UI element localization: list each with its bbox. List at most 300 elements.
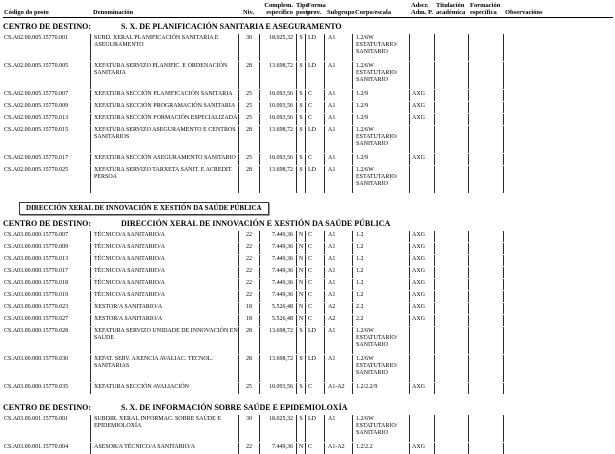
denomination-cell: XEFATURA SECCIÓN FORMACIÓN ESPECIALIZADA: [90, 114, 238, 125]
subgroup-cell: A1: [324, 255, 352, 266]
level-cell: 28: [238, 62, 259, 89]
specific-training-cell: [468, 255, 503, 266]
level-cell: 18: [238, 303, 259, 314]
academic-title-cell: [434, 62, 468, 89]
admin-adscription-cell: [409, 166, 434, 193]
position-code-cell: CS.A03.00.001.15770.004: [4, 444, 69, 450]
specific-training-cell: [468, 355, 503, 382]
level-cell: 28: [238, 327, 259, 354]
sections-container: [3, 22, 613, 454]
provision-form-cell: C: [305, 102, 324, 113]
level-cell: 25: [238, 383, 259, 394]
centro-destino-title: DIRECCIÓN XERAL DE INNOVACIÓN E XESTIÓN DA SAÚDE PÚBLICA: [121, 219, 391, 228]
academic-title-cell: [434, 291, 468, 302]
denomination-cell: SUBD. XERAL PLANIFICACIÓN SANITARIA E ASEGURAMENTO: [90, 34, 238, 61]
specific-complement-cell: 18.025,32: [259, 34, 296, 61]
section-rows: [3, 33, 613, 193]
centro-destino-section: [3, 403, 613, 454]
academic-title-cell: [434, 267, 468, 278]
division-banner: DIRECCIÓN XERAL DE INNOVACIÓN E XESTIÓN DA SAÚDE PÚBLICA: [19, 202, 269, 215]
academic-title-cell: [434, 383, 468, 394]
subgroup-cell: A1-A2: [324, 443, 352, 454]
subgroup-cell: A1: [324, 291, 352, 302]
level-cell: 30: [238, 34, 259, 61]
specific-training-cell: [468, 279, 503, 290]
centro-destino-section: [3, 219, 613, 394]
table-row: [3, 165, 613, 193]
denomination-cell: XEFAT. SERV. AXENCIA AVALIAC. TECNOL. SANITARIAS: [90, 355, 238, 382]
observations-cell: [503, 443, 613, 454]
position-code-cell: CS.A02.00.005.15770.015: [4, 127, 69, 133]
provision-form-cell: LD: [305, 166, 324, 193]
observations-cell: [503, 315, 613, 326]
position-code-cell: CS.A02.00.005.15770.007: [4, 91, 69, 97]
specific-complement-cell: 7.449,36: [259, 267, 296, 278]
specific-training-cell: [468, 303, 503, 314]
admin-adscription-cell: AXG: [409, 154, 434, 165]
denomination-cell: XEFATURA SECCIÓN AVALIACIÓN: [90, 383, 238, 394]
academic-title-cell: [434, 102, 468, 113]
observations-cell: [503, 291, 613, 302]
specific-complement-cell: 13.698,72: [259, 355, 296, 382]
corps-scale-cell: 2.2: [352, 315, 409, 326]
col-header-codigo: Código do posto: [4, 9, 49, 16]
col-header-formacion: Formación específica: [470, 2, 501, 16]
subgroup-cell: A1: [324, 415, 352, 442]
centro-destino-title: S. X. DE INFORMACIÓN SOBRE SAÚDE E EPIDEMIOLOXÍA: [121, 403, 348, 412]
table-row: [3, 101, 613, 113]
admin-adscription-cell: [409, 62, 434, 89]
post-type-cell: S: [296, 62, 305, 89]
denomination-cell: XEFATURA SECCIÓN ASEGURAMENTO SANITARIO: [90, 154, 238, 165]
table-row: [3, 242, 613, 254]
post-type-cell: S: [296, 166, 305, 193]
corps-scale-cell: 1.2/2.2: [352, 443, 409, 454]
level-cell: 25: [238, 90, 259, 101]
post-type-cell: N: [296, 243, 305, 254]
specific-complement-cell: 7.449,36: [259, 255, 296, 266]
col-header-adscricion: Adscr. Adm. P.: [411, 2, 433, 16]
observations-cell: [503, 102, 613, 113]
corps-scale-cell: 1.2: [352, 267, 409, 278]
provision-form-cell: C: [305, 383, 324, 394]
admin-adscription-cell: [409, 327, 434, 354]
table-row: [3, 414, 613, 442]
academic-title-cell: [434, 279, 468, 290]
provision-form-cell: C: [305, 315, 324, 326]
table-row: [3, 125, 613, 153]
col-header-subgrupo: Subgrupo: [327, 9, 355, 16]
specific-training-cell: [468, 166, 503, 193]
centro-destino-label: CENTRO DE DESTINO:: [3, 403, 92, 412]
academic-title-cell: [434, 154, 468, 165]
post-type-cell: N: [296, 291, 305, 302]
provision-form-cell: C: [305, 255, 324, 266]
corps-scale-cell: 1.2: [352, 291, 409, 302]
observations-cell: [503, 154, 613, 165]
specific-training-cell: [468, 243, 503, 254]
specific-training-cell: [468, 90, 503, 101]
denomination-cell: XEFATURA SECCIÓN PROGRAMACIÓN SANITARIA: [90, 102, 238, 113]
specific-training-cell: [468, 231, 503, 242]
table-row: [3, 326, 613, 354]
post-type-cell: N: [296, 255, 305, 266]
position-code-cell: CS.A03.00.000.15770.018: [4, 280, 69, 286]
admin-adscription-cell: AXG: [409, 443, 434, 454]
post-type-cell: S: [296, 154, 305, 165]
specific-complement-cell: 10.093,56: [259, 114, 296, 125]
corps-scale-cell: 1.2/6W ESTATUTARIO/ SANITARIO: [352, 355, 409, 382]
level-cell: 28: [238, 355, 259, 382]
level-cell: 25: [238, 154, 259, 165]
col-header-observacions: Observacións: [505, 9, 543, 16]
denomination-cell: SUBDIR. XERAL INFORMAC. SOBRE SAÚDE E EPIDEMIOLOXÍA: [90, 415, 238, 442]
observations-cell: [503, 62, 613, 89]
specific-complement-cell: 10.093,56: [259, 90, 296, 101]
col-header-tipo-posto: Tipo posto: [296, 2, 311, 16]
post-type-cell: N: [296, 279, 305, 290]
position-code-cell: CS.A03.00.000.15770.027: [4, 316, 69, 322]
corps-scale-cell: 1.2/6W ESTATUTARIO/ SANITARIO: [352, 166, 409, 193]
level-cell: 22: [238, 279, 259, 290]
level-cell: 22: [238, 291, 259, 302]
post-type-cell: S: [296, 102, 305, 113]
post-type-cell: N: [296, 303, 305, 314]
position-code-cell: CS.A03.00.000.15770.013: [4, 256, 69, 262]
admin-adscription-cell: [409, 34, 434, 61]
specific-training-cell: [468, 126, 503, 153]
position-code-cell: CS.A02.00.005.15770.001: [4, 35, 69, 41]
admin-adscription-cell: AXG: [409, 114, 434, 125]
denomination-cell: XESTOR/A SANITARIO/A: [90, 315, 238, 326]
denomination-cell: ASESOR/A TÉCNICO/A SANITARIO/A: [90, 443, 238, 454]
academic-title-cell: [434, 126, 468, 153]
provision-form-cell: C: [305, 243, 324, 254]
table-row: [3, 113, 613, 125]
provision-form-cell: LD: [305, 415, 324, 442]
col-header-titulacion: Titulación académica: [436, 2, 466, 16]
denomination-cell: XESTOR/A SANITARIO/A: [90, 303, 238, 314]
centro-destino-label: CENTRO DE DESTINO:: [3, 22, 92, 31]
post-type-cell: N: [296, 443, 305, 454]
subgroup-cell: A2: [324, 315, 352, 326]
position-code-cell: CS.A03.00.000.15770.030: [4, 356, 69, 362]
post-type-cell: N: [296, 231, 305, 242]
provision-form-cell: C: [305, 154, 324, 165]
table-row: [3, 302, 613, 314]
admin-adscription-cell: [409, 415, 434, 442]
subgroup-cell: A1: [324, 267, 352, 278]
specific-complement-cell: 10.093,56: [259, 154, 296, 165]
observations-cell: [503, 243, 613, 254]
position-code-cell: CS.A03.00.000.15770.028: [4, 328, 69, 334]
admin-adscription-cell: AXG: [409, 90, 434, 101]
denomination-cell: XEFATURA SERVIZO UNIDADE DE INNOVACIÓN EN SAÚDE: [90, 327, 238, 354]
section-rows: [3, 230, 613, 394]
specific-training-cell: [468, 315, 503, 326]
provision-form-cell: C: [305, 279, 324, 290]
admin-adscription-cell: AXG: [409, 267, 434, 278]
position-code-cell: CS.A03.00.000.15770.007: [4, 232, 69, 238]
level-cell: 25: [238, 102, 259, 113]
denomination-cell: TÉCNICO/A SANITARIO/A: [90, 243, 238, 254]
specific-training-cell: [468, 383, 503, 394]
denomination-cell: XEFATURA SERVIZO PLANIFIC. E ORDENACIÓN SANITARIA: [90, 62, 238, 89]
observations-cell: [503, 114, 613, 125]
academic-title-cell: [434, 34, 468, 61]
corps-scale-cell: 2.2: [352, 303, 409, 314]
table-row: [3, 354, 613, 382]
specific-training-cell: [468, 154, 503, 165]
specific-training-cell: [468, 291, 503, 302]
specific-complement-cell: 7.449,36: [259, 243, 296, 254]
subgroup-cell: A1: [324, 90, 352, 101]
section-rows: [3, 414, 613, 454]
table-row: [3, 290, 613, 302]
division-banner-wrap: [19, 197, 613, 215]
academic-title-cell: [434, 231, 468, 242]
admin-adscription-cell: AXG: [409, 102, 434, 113]
provision-form-cell: C: [305, 114, 324, 125]
denomination-cell: TÉCNICO/A SANITARIO/A: [90, 279, 238, 290]
position-code-cell: CS.A03.00.000.15770.035: [4, 384, 69, 390]
post-type-cell: S: [296, 327, 305, 354]
specific-complement-cell: 13.698,72: [259, 166, 296, 193]
provision-form-cell: LD: [305, 126, 324, 153]
position-code-cell: CS.A02.00.005.15770.017: [4, 155, 69, 161]
col-header-forma-provision: Forma prov.: [307, 2, 326, 16]
centro-destino-section: [3, 22, 613, 193]
position-code-cell: CS.A03.00.000.15770.009: [4, 244, 69, 250]
admin-adscription-cell: [409, 126, 434, 153]
level-cell: 22: [238, 267, 259, 278]
specific-complement-cell: 13.698,72: [259, 327, 296, 354]
admin-adscription-cell: AXG: [409, 383, 434, 394]
col-header-denominacion: Denominación: [93, 9, 134, 16]
observations-cell: [503, 355, 613, 382]
observations-cell: [503, 34, 613, 61]
level-cell: 22: [238, 443, 259, 454]
col-header-corpo-escala: Corpo/escala: [355, 9, 392, 16]
table-row: [3, 266, 613, 278]
corps-scale-cell: 1.2/6W ESTATUTARIO/ SANITARIO: [352, 415, 409, 442]
denomination-cell: XEFATURA SERVIZO ASEGURAMENTO E CENTROS SANITARIOS: [90, 126, 238, 153]
observations-cell: [503, 255, 613, 266]
corps-scale-cell: 1.2/9: [352, 102, 409, 113]
provision-form-cell: LD: [305, 355, 324, 382]
level-cell: 25: [238, 114, 259, 125]
level-cell: 22: [238, 231, 259, 242]
corps-scale-cell: 1.2: [352, 279, 409, 290]
corps-scale-cell: 1.2: [352, 243, 409, 254]
provision-form-cell: C: [305, 443, 324, 454]
specific-training-cell: [468, 62, 503, 89]
position-code-cell: CS.A02.00.005.15770.009: [4, 103, 69, 109]
admin-adscription-cell: AXG: [409, 315, 434, 326]
academic-title-cell: [434, 303, 468, 314]
corps-scale-cell: 1.2/9: [352, 90, 409, 101]
centro-destino-header: [3, 403, 613, 412]
position-code-cell: CS.A02.00.005.15770.025: [4, 167, 69, 173]
specific-training-cell: [468, 34, 503, 61]
subgroup-cell: A1: [324, 231, 352, 242]
observations-cell: [503, 327, 613, 354]
post-type-cell: S: [296, 114, 305, 125]
admin-adscription-cell: AXG: [409, 243, 434, 254]
specific-complement-cell: 7.449,36: [259, 231, 296, 242]
specific-training-cell: [468, 267, 503, 278]
specific-complement-cell: 7.449,36: [259, 443, 296, 454]
observations-cell: [503, 90, 613, 101]
post-type-cell: S: [296, 383, 305, 394]
academic-title-cell: [434, 90, 468, 101]
subgroup-cell: A1: [324, 62, 352, 89]
admin-adscription-cell: AXG: [409, 279, 434, 290]
corps-scale-cell: 1.2/6W ESTATUTARIO/ SANITARIO: [352, 62, 409, 89]
corps-scale-cell: 1.2: [352, 255, 409, 266]
specific-training-cell: [468, 114, 503, 125]
specific-complement-cell: 18.025,32: [259, 415, 296, 442]
post-type-cell: N: [296, 315, 305, 326]
observations-cell: [503, 383, 613, 394]
corps-scale-cell: 1.2: [352, 231, 409, 242]
observations-cell: [503, 303, 613, 314]
corps-scale-cell: 1.2/6W ESTATUTARIO/ SANITARIO: [352, 327, 409, 354]
admin-adscription-cell: [409, 355, 434, 382]
specific-complement-cell: 5.526,48: [259, 303, 296, 314]
level-cell: 30: [238, 415, 259, 442]
centro-destino-label: CENTRO DE DESTINO:: [3, 219, 92, 228]
provision-form-cell: C: [305, 90, 324, 101]
academic-title-cell: [434, 327, 468, 354]
table-row: [3, 89, 613, 101]
specific-training-cell: [468, 327, 503, 354]
centro-destino-header: [3, 22, 613, 31]
post-type-cell: N: [296, 267, 305, 278]
academic-title-cell: [434, 166, 468, 193]
position-code-cell: CS.A03.00.000.15770.023: [4, 304, 69, 310]
table-row: [3, 254, 613, 266]
specific-complement-cell: 13.698,72: [259, 126, 296, 153]
specific-training-cell: [468, 415, 503, 442]
level-cell: 22: [238, 255, 259, 266]
table-row: [3, 230, 613, 242]
admin-adscription-cell: AXG: [409, 231, 434, 242]
post-type-cell: S: [296, 90, 305, 101]
observations-cell: [503, 166, 613, 193]
provision-form-cell: LD: [305, 327, 324, 354]
academic-title-cell: [434, 255, 468, 266]
specific-complement-cell: 13.698,72: [259, 62, 296, 89]
denomination-cell: TÉCNICO/A SANITARIO/A: [90, 291, 238, 302]
academic-title-cell: [434, 415, 468, 442]
observations-cell: [503, 279, 613, 290]
table-row: [3, 382, 613, 394]
table-row: [3, 153, 613, 165]
denomination-cell: XEFATURA SERVIZO TARXETA SANIT. E ACREDIT. PERSOA: [90, 166, 238, 193]
col-header-complemento: Complem. específico: [264, 2, 293, 16]
table-row: [3, 314, 613, 326]
subgroup-cell: A1: [324, 355, 352, 382]
provision-form-cell: C: [305, 291, 324, 302]
corps-scale-cell: 1.2/9: [352, 114, 409, 125]
provision-form-cell: LD: [305, 34, 324, 61]
corps-scale-cell: 1.2/6W ESTATUTARIO/ SANITARIO: [352, 34, 409, 61]
academic-title-cell: [434, 355, 468, 382]
position-code-cell: CS.A03.00.001.15770.001: [4, 416, 69, 422]
admin-adscription-cell: AXG: [409, 291, 434, 302]
denomination-cell: TÉCNICO/A SANITARIO/A: [90, 255, 238, 266]
observations-cell: [503, 415, 613, 442]
subgroup-cell: A1: [324, 243, 352, 254]
observations-cell: [503, 126, 613, 153]
centro-destino-title: S. X. DE PLANIFICACIÓN SANITARIA E ASEGURAMENTO: [121, 22, 342, 31]
provision-form-cell: LD: [305, 62, 324, 89]
table-row: [3, 278, 613, 290]
denomination-cell: XEFATURA SECCIÓN PLANIFICACIÓN SANITARIA: [90, 90, 238, 101]
level-cell: 28: [238, 126, 259, 153]
subgroup-cell: A1-A2: [324, 383, 352, 394]
centro-destino-header: [3, 219, 613, 228]
position-code-cell: CS.A02.00.005.15770.013: [4, 115, 69, 121]
position-code-cell: CS.A02.00.005.15770.005: [4, 63, 69, 69]
post-type-cell: S: [296, 355, 305, 382]
admin-adscription-cell: AXG: [409, 303, 434, 314]
specific-complement-cell: 5.526,48: [259, 315, 296, 326]
subgroup-cell: A1: [324, 166, 352, 193]
corps-scale-cell: 1.2/6W ESTATUTARIO/ SANITARIO: [352, 126, 409, 153]
academic-title-cell: [434, 243, 468, 254]
observations-cell: [503, 231, 613, 242]
post-type-cell: S: [296, 126, 305, 153]
provision-form-cell: C: [305, 303, 324, 314]
provision-form-cell: C: [305, 231, 324, 242]
specific-complement-cell: 7.449,36: [259, 279, 296, 290]
admin-adscription-cell: AXG: [409, 255, 434, 266]
corps-scale-cell: 1.2/9: [352, 154, 409, 165]
corps-scale-cell: 1.2/2.2/9: [352, 383, 409, 394]
observations-cell: [503, 267, 613, 278]
specific-complement-cell: 10.093,56: [259, 102, 296, 113]
position-code-cell: CS.A03.00.000.15770.019: [4, 292, 69, 298]
post-type-cell: S: [296, 34, 305, 61]
table-header-row: [3, 2, 613, 18]
academic-title-cell: [434, 443, 468, 454]
table-row: [3, 61, 613, 89]
level-cell: 28: [238, 166, 259, 193]
level-cell: 22: [238, 243, 259, 254]
subgroup-cell: A1: [324, 327, 352, 354]
specific-complement-cell: 10.093,56: [259, 383, 296, 394]
specific-complement-cell: 7.449,36: [259, 291, 296, 302]
denomination-cell: TÉCNICO/A SANITARIO/A: [90, 267, 238, 278]
specific-training-cell: [468, 102, 503, 113]
denomination-cell: TÉCNICO/A SANITARIO/A: [90, 231, 238, 242]
subgroup-cell: A1: [324, 279, 352, 290]
post-type-cell: S: [296, 415, 305, 442]
subgroup-cell: A1: [324, 102, 352, 113]
specific-training-cell: [468, 443, 503, 454]
table-row: [3, 33, 613, 61]
academic-title-cell: [434, 315, 468, 326]
col-header-nivel: Niv.: [242, 9, 255, 16]
level-cell: 18: [238, 315, 259, 326]
academic-title-cell: [434, 114, 468, 125]
subgroup-cell: A1: [324, 126, 352, 153]
position-code-cell: CS.A03.00.000.15770.017: [4, 268, 69, 274]
subgroup-cell: A1: [324, 34, 352, 61]
provision-form-cell: C: [305, 267, 324, 278]
